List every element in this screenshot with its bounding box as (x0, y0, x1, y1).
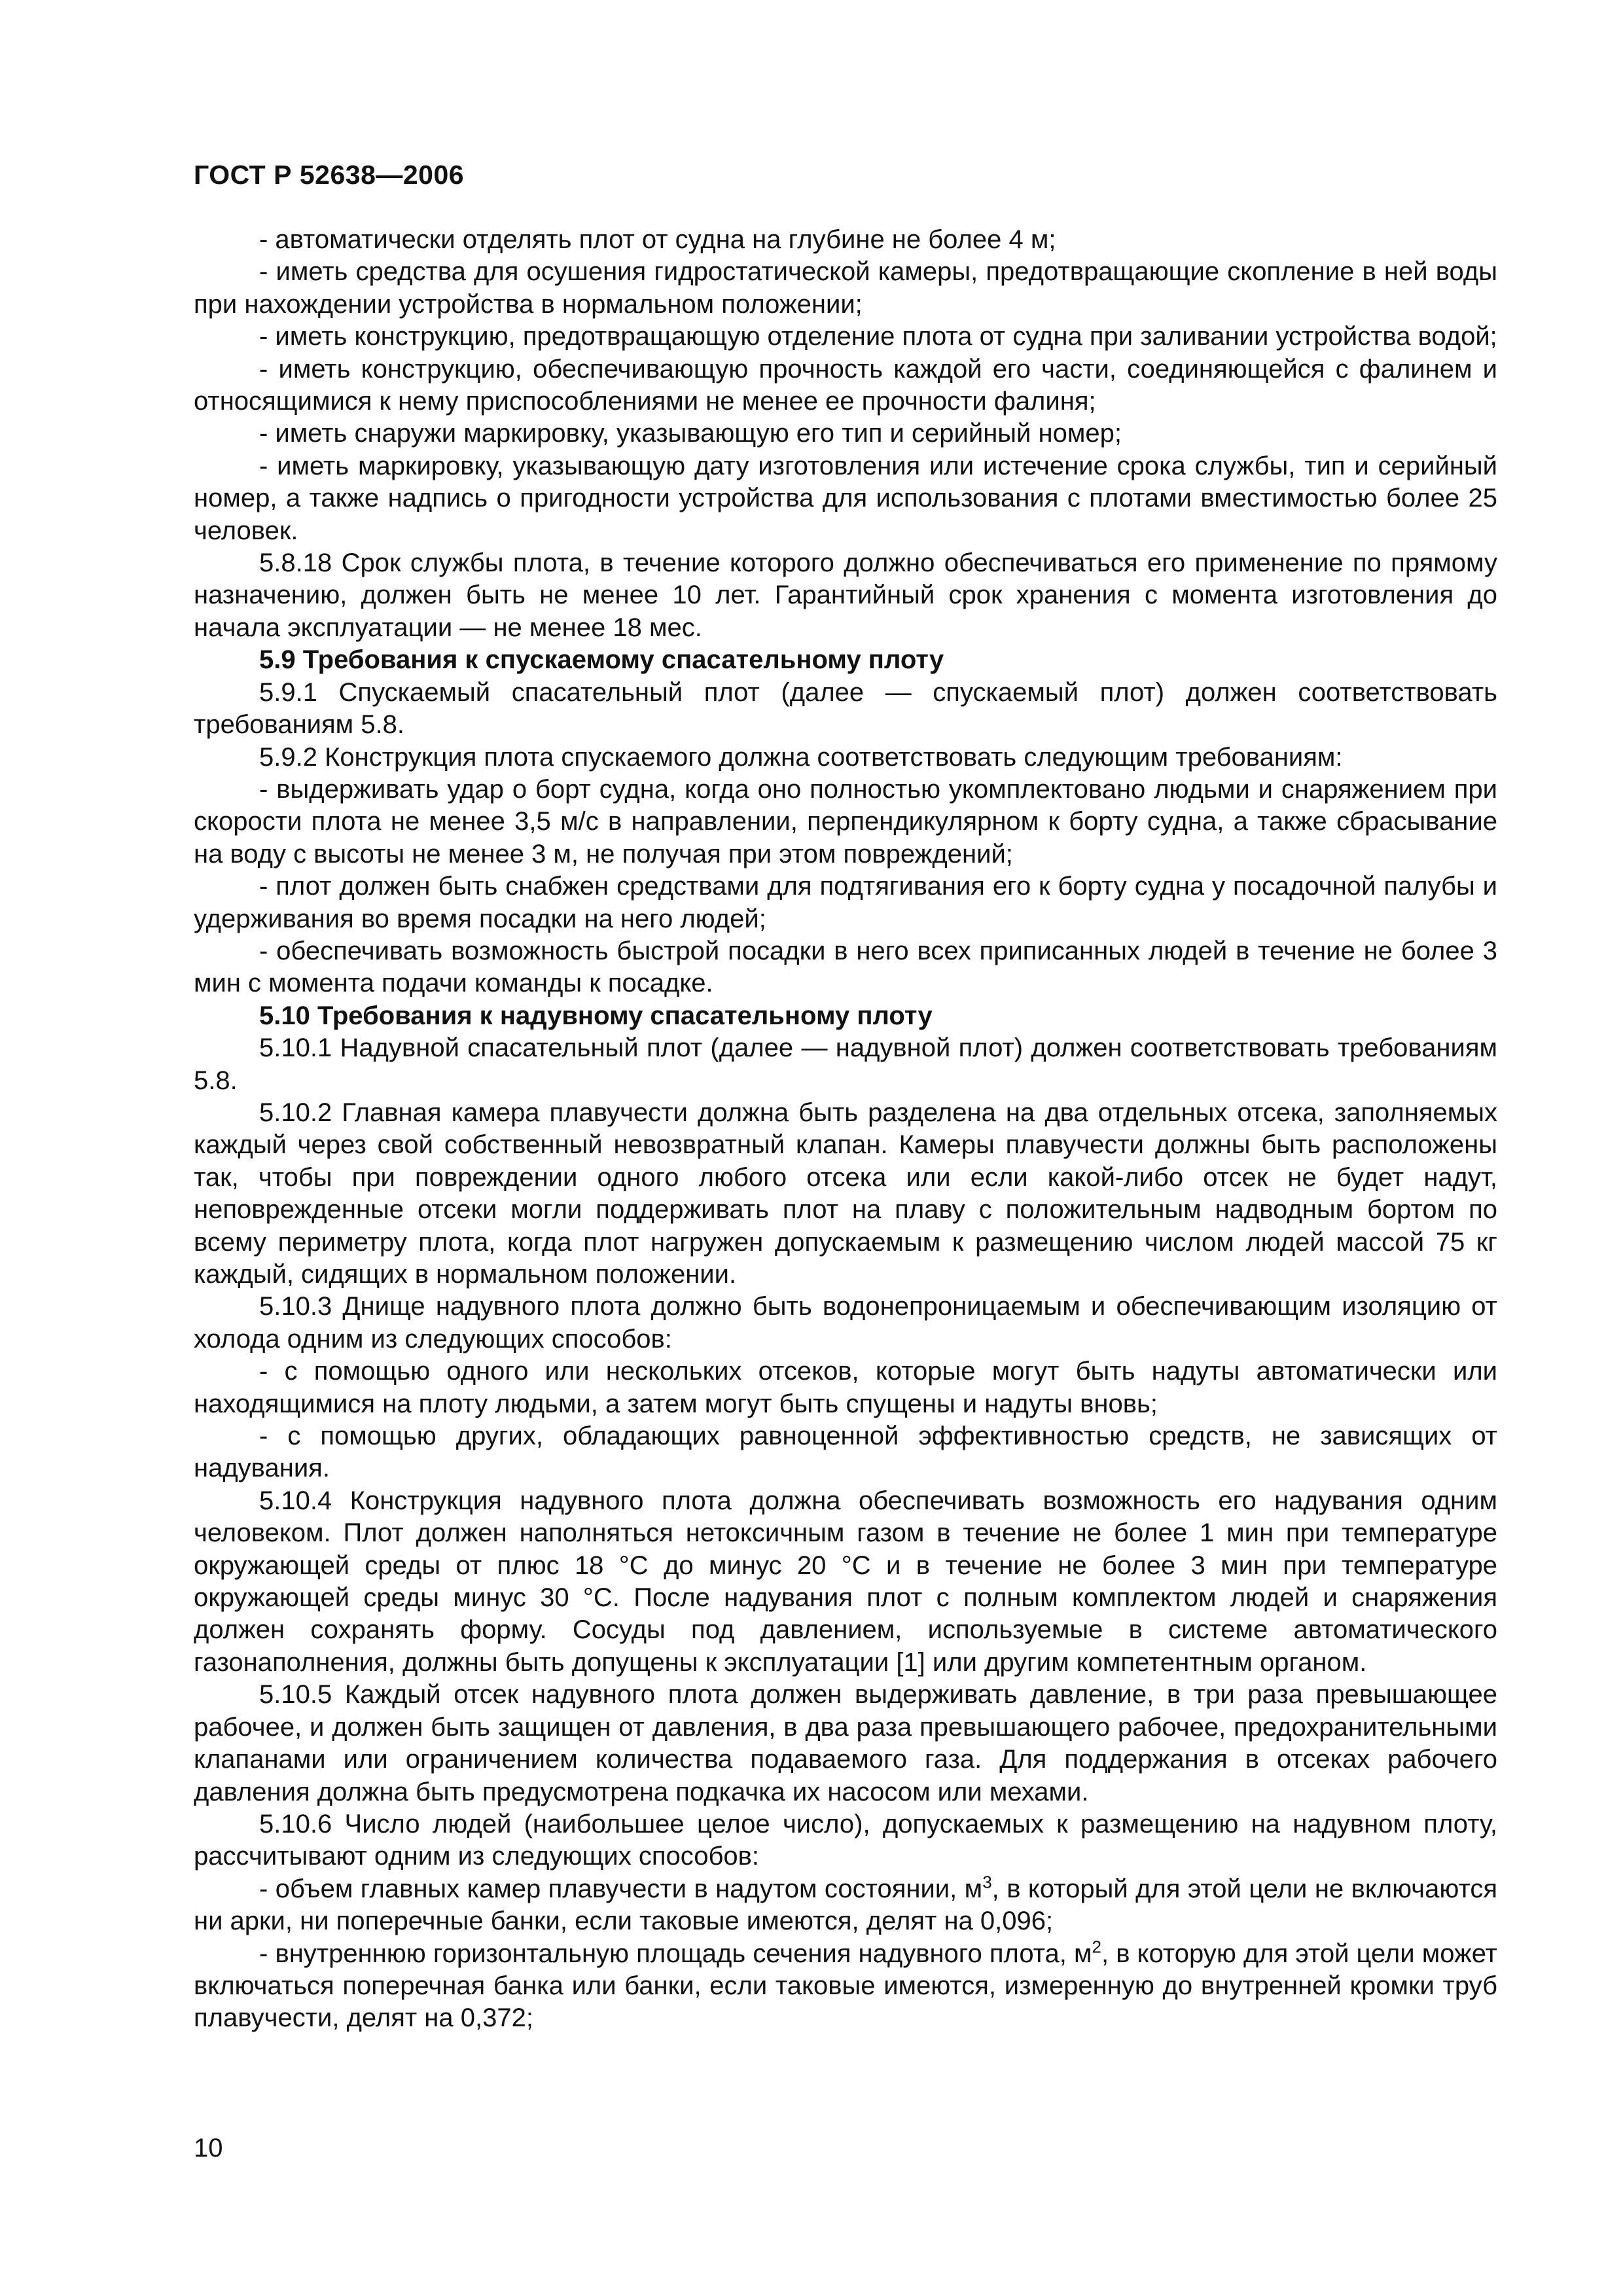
paragraph-5-10-4: 5.10.4 Конструкция надувного плота должна обеспечивать возможность его надувания одним человеком. Плот должен наполняться нетоксичным газом в течение не более 1 мин при температуре окружающей среды от плюс 18 °С до минус 20 °С и в течение не более 3 мин при температуре окружающей среды минус 30 °С. После надувания плот с полным комплектом людей и снаряжения должен сохранять форму. Сосуды под давлением, используемые в системе автоматического газонаполнения, должны быть допущены к эксплуатации [1] или другим компетентным органом. (194, 1486, 1497, 1677)
paragraph: - иметь средства для осушения гидростатической камеры, предотвращающие скопление в ней воды при нахождении устройства в нормальном положении; (194, 257, 1497, 319)
paragraph: - иметь конструкцию, предотвращающую отделение плота от судна при заливании устройства водой; (259, 322, 1497, 351)
paragraph: - иметь снаружи маркировку, указывающую его тип и серийный номер; (259, 419, 1122, 448)
section-heading-5-10: 5.10 Требования к надувному спасательному плоту (259, 1001, 933, 1030)
list-item-area (194, 1938, 1497, 2035)
superscript: 3 (982, 1872, 992, 1892)
paragraph: - плот должен быть снабжен средствами для подтягивания его к борту судна у посадочной палубы и удерживания во время посадки на него людей; (194, 872, 1497, 933)
paragraph: - обеспечивать возможность быстрой посадки в него всех приписанных людей в течение не более 3 мин с момента подачи команды к посадке. (194, 936, 1497, 998)
document-header: ГОСТ Р 52638—2006 (194, 160, 465, 190)
paragraph-5-8-18: 5.8.18 Срок службы плота, в течение которого должно обеспечиваться его применение по прямому назначению, должен быть не менее 10 лет. Гарантийный срок хранения с момента изготовления до начала эксплуатации — не менее 18 мес. (194, 548, 1497, 642)
text: , в который для этой цели не включаются ни арки, ни поперечные банки, если таковые имеются, делят на 0,096; (194, 1874, 1497, 1936)
page-number: 10 (194, 2134, 223, 2162)
paragraph: - иметь конструкцию, обеспечивающую прочность каждой его части, соединяющейся с фалинем и относящимися к нему приспособлениями не менее ее прочности фалиня; (194, 354, 1497, 416)
paragraph-5-9-1: 5.9.1 Спускаемый спасательный плот (далее — спускаемый плот) должен соответствовать требованиям 5.8. (194, 677, 1497, 740)
paragraph-5-10-5: 5.10.5 Каждый отсек надувного плота должен выдерживать давление, в три раза превышающее рабочее, и должен быть защищен от давления, в два раза превышающего рабочее, предохранительными клапанами или ограничением количества подаваемого газа. Для поддержания в отсеках рабочего давления должна быть предусмотрена подкачка их насосом или мехами. (194, 1680, 1497, 1806)
paragraph-5-10-3: 5.10.3 Днище надувного плота должно быть водонепроницаемым и обеспечивающим изоляцию от холода одним из следующих способов: (194, 1292, 1497, 1354)
paragraph: - автоматически отделять плот от судна на глубине не более 4 м; (259, 225, 1056, 254)
section-heading-5-9: 5.9 Требования к спускаемому спасательному плоту (259, 645, 944, 675)
paragraph: - с помощью одного или нескольких отсеков, которые могут быть надуты автоматически или находящимися на плоту людьми, а затем могут быть спущены и надуты вновь; (194, 1357, 1497, 1418)
paragraph-5-10-6: 5.10.6 Число людей (наибольшее целое число), допускаемых к размещению на надувном плоту, рассчитывают одним из следующих способов: (194, 1809, 1497, 1871)
paragraph: - иметь маркировку, указывающую дату изготовления или истечение срока службы, тип и серийный номер, а также надпись о пригодности устройства для использования с плотами вместимостью более 25 человек. (194, 451, 1497, 545)
paragraph-5-10-1: 5.10.1 Надувной спасательный плот (далее — надувной плот) должен соответствовать требованиям 5.8. (194, 1033, 1497, 1095)
text: , в которую для этой цели может включаться поперечная банка или банки, если таковые имеются, измеренную до внутренней кромки труб плавучести, делят на 0,372; (194, 1939, 1498, 2033)
document-body (194, 224, 1497, 2035)
paragraph: - с помощью других, обладающих равноценной эффективностью средств, не зависящих от надувания. (194, 1422, 1497, 1483)
list-item-volume (194, 1873, 1497, 1938)
text: - объем главных камер плавучести в надутом состоянии, м (259, 1874, 983, 1903)
paragraph: - выдерживать удар о борт судна, когда оно полностью укомплектовано людьми и снаряжением при скорости плота не менее 3,5 м/с в направлении, перпендикулярном к борту судна, а также сбрасывание на воду с высоты не менее 3 м, не получая при этом повреждений; (194, 774, 1497, 869)
paragraph-5-9-2: 5.9.2 Конструкция плота спускаемого должна соответствовать следующим требованиям: (259, 742, 1343, 772)
paragraph-5-10-2: 5.10.2 Главная камера плавучести должна быть разделена на два отдельных отсека, заполняемых каждый через свой собственный невозвратный клапан. Камеры плавучести должны быть расположены так, чтобы при повреждении одного любого отсека или если какой-либо отсек не будет надут, неповрежденные отсеки могли поддерживать плот на плаву с положительным надводным бортом по всему периметру плота, когда плот нагружен допускаемым к размещению числом людей массой 75 кг каждый, сидящих в нормальном положении. (194, 1098, 1497, 1289)
text: - внутреннюю горизонтальную площадь сечения надувного плота, м (259, 1939, 1092, 1968)
superscript: 2 (1092, 1937, 1102, 1957)
